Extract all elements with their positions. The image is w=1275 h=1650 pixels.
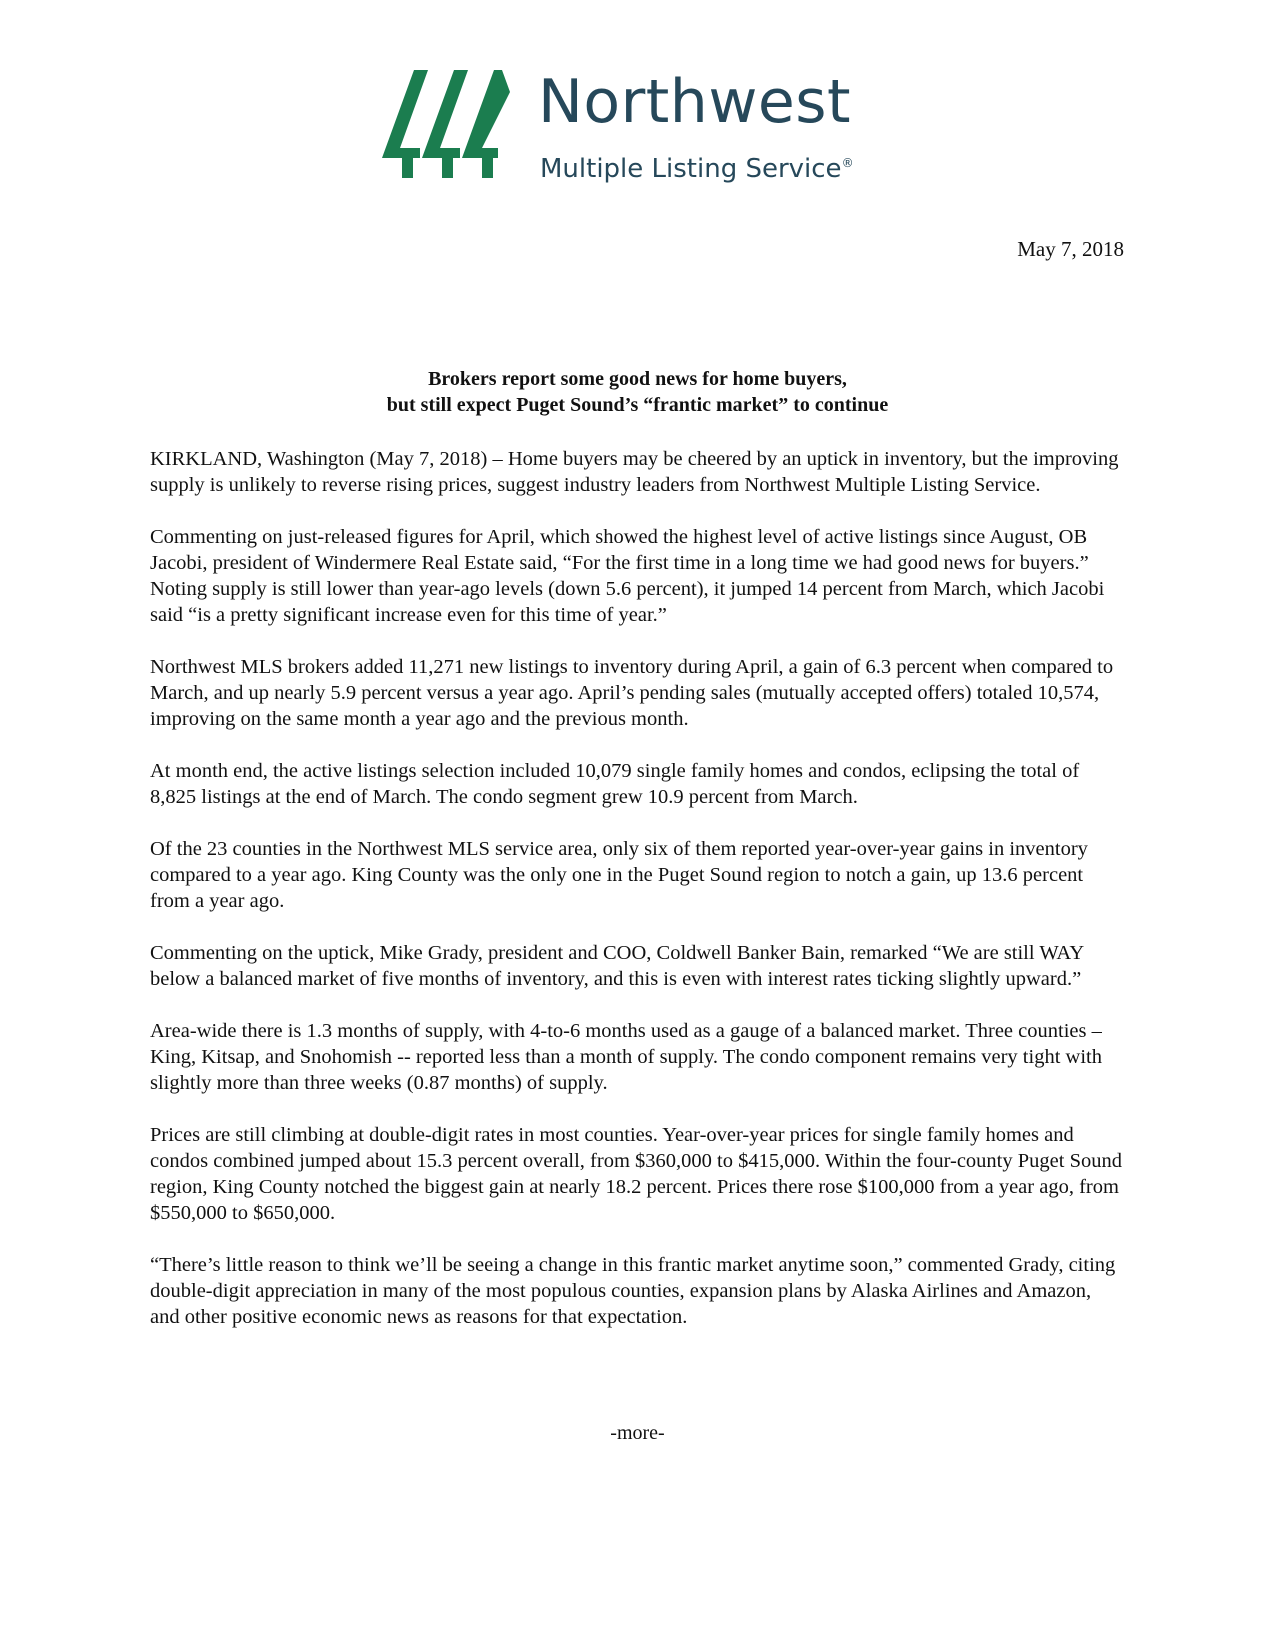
logo-tagline xyxy=(540,148,854,184)
release-date: May 7, 2018 xyxy=(1017,237,1124,261)
paragraph: Northwest MLS brokers added 11,271 new listings to inventory during April, a gain of 6.3 percent when compared to March, and up nearly 5.9 percent versus a year ago. April’s pending sales (mutually accepted offers) totaled 10,574, improving on the same month a year ago and the previous month. xyxy=(150,656,1114,730)
continued-marker: -more- xyxy=(610,1422,665,1444)
headline xyxy=(150,366,1125,418)
paragraph: Area-wide there is 1.3 months of supply, with 4-to-6 months used as a gauge of a balanced market. Three counties – King, Kitsap, and Snohomish -- reported less than a month of supply. The condo component remains very tight with slightly more than three weeks (0.87 months) of supply. xyxy=(150,1020,1102,1094)
article-body xyxy=(150,446,1125,1356)
paragraph: “There’s little reason to think we’ll be seeing a change in this frantic market anytime soon,” commented Grady, citing double-digit appreciation in many of the most populous counties, expansion plans by Alaska Airlines and Amazon, and other positive economic news as reasons for that expectation. xyxy=(150,1254,1116,1328)
headline-line-2: but still expect Puget Sound’s “frantic market” to continue xyxy=(386,394,889,416)
paragraph: At month end, the active listings selection included 10,079 single family homes and condos, eclipsing the total of 8,825 listings at the end of March. The condo segment grew 10.9 percent from March. xyxy=(150,760,1080,808)
paragraph: Commenting on just-released figures for April, which showed the highest level of active listings since August, OB Jacobi, president of Windermere Real Estate said, “For the first time in a long time we had good news for buyers.” Noting supply is still lower than year-ago levels (down 5.6 percent), it jumped 14 percent from March, which Jacobi said “is a pretty significant increase even for this time of year.” xyxy=(150,526,1105,626)
paragraph: KIRKLAND, Washington (May 7, 2018) – Home buyers may be cheered by an uptick in inventory, but the improving supply is unlikely to reverse rising prices, suggest industry leaders from Northwest Multiple Listing Service. xyxy=(150,448,1119,496)
paragraph: Of the 23 counties in the Northwest MLS service area, only six of them reported year-over-year gains in inventory compared to a year ago. King County was the only one in the Puget Sound region to notch a gain, up 13.6 percent from a year ago. xyxy=(150,838,1088,912)
paragraph: Commenting on the uptick, Mike Grady, president and COO, Coldwell Banker Bain, remarked “We are still WAY below a balanced market of five months of inventory, and this is even with interest rates ticking slightly upward.” xyxy=(150,942,1084,990)
logo-tagline-text: Multiple Listing Service xyxy=(540,154,842,184)
registered-mark: ® xyxy=(841,156,854,170)
logo-wordmark: Northwest xyxy=(538,67,852,137)
headline-line-1: Brokers report some good news for home buyers, xyxy=(428,368,847,390)
nwmls-logo xyxy=(380,67,900,195)
paragraph: Prices are still climbing at double-digit rates in most counties. Year-over-year prices for single family homes and condos combined jumped about 15.3 percent overall, from $360,000 to $415,000. Within the four-county Puget Sound region, King County notched the biggest gain at nearly 18.2 percent. Prices there rose $100,000 from a year ago, from $550,000 to $650,000. xyxy=(150,1124,1122,1224)
three-trees-logo-icon xyxy=(380,70,530,195)
